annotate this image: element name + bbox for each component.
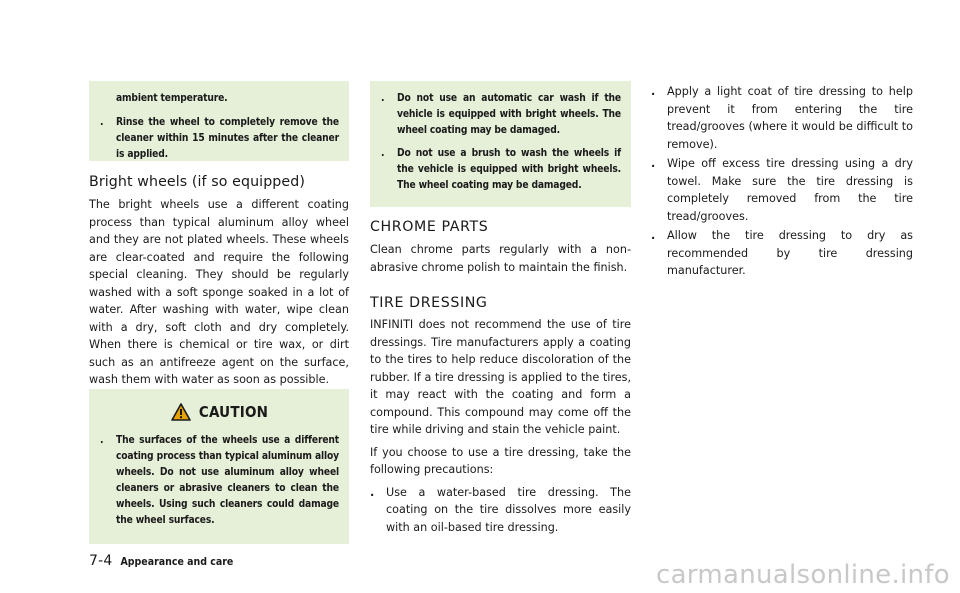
- bullet-dot: .: [100, 117, 104, 128]
- note-box-car-wash: [370, 81, 631, 207]
- bullet-dot: .: [651, 157, 656, 170]
- note-continuation: ambient temperature.: [116, 93, 228, 104]
- bullet-item: [651, 227, 913, 280]
- footer-section-title: Appearance and care: [120, 556, 234, 568]
- section-title-tire-dressing: TIRE DRESSING: [370, 295, 488, 311]
- note-box-wheel-cleaning: [89, 81, 349, 161]
- chrome-paragraph: [370, 241, 631, 276]
- section-title-bright-wheels: Bright wheels (if so equipped): [89, 174, 305, 190]
- tire-dressing-bullets: [651, 83, 913, 280]
- note-item: [100, 115, 339, 163]
- section-title-chrome-parts: CHROME PARTS: [370, 219, 489, 235]
- bullet-dot: .: [381, 148, 385, 159]
- watermark: carmanualsonline.info: [655, 560, 950, 590]
- note-item-text: Do not use an automatic car wash if the vehicle is equipped with bright wheels. The wheel coating may be damaged.: [397, 93, 621, 136]
- paragraph-text: Clean chrome parts regularly with a non-abrasive chrome polish to maintain the finish.: [370, 243, 631, 274]
- bullet-item: [370, 484, 631, 537]
- note-item: [381, 146, 621, 194]
- note-item-text: Rinse the wheel to completely remove the cleaner within 15 minutes after the cleaner is applied.: [116, 117, 339, 160]
- note-item-text: Do not use a brush to wash the wheels if the vehicle is equipped with bright wheels. The wheel coating may be damaged.: [397, 148, 621, 191]
- bullet-dot: .: [100, 435, 104, 446]
- warning-triangle-icon: [171, 403, 191, 421]
- bullet-dot: .: [651, 229, 656, 242]
- bullet-dot: .: [381, 93, 385, 104]
- bullet-item: [651, 155, 913, 225]
- caution-header: [100, 397, 339, 427]
- bullet-dot: .: [651, 85, 656, 98]
- bullet-text: Allow the tire dressing to dry as recommended by tire dressing manufacturer.: [667, 229, 913, 277]
- caution-box: [89, 389, 349, 544]
- note-item: [381, 91, 621, 139]
- tire-dressing-body: [370, 316, 631, 536]
- bullet-dot: .: [370, 485, 375, 499]
- caution-item: [100, 433, 339, 529]
- page-footer: [89, 553, 233, 569]
- caution-label: CAUTION: [198, 403, 269, 421]
- paragraph-text: If you choose to use a tire dressing, take the following precautions:: [370, 445, 631, 476]
- bullet-item: [651, 83, 913, 153]
- paragraph-text: INFINITI does not recommend the use of tire dressings. Tire manufacturers apply a coating to the tires to help reduce discoloration of the rubber. If a tire dressing is applied to the tires, it may react with the coating and form a compound. This compound may come off the tire while driving and stain the vehicle paint.: [370, 318, 631, 436]
- caution-item-text: The surfaces of the wheels use a different coating process than typical aluminum alloy wheels. Do not use aluminum alloy wheel cleaners or abrasive cleaners to clean the wheels. Using such cleaners could damage the wheel surfaces.: [116, 435, 339, 526]
- page-number: 7-4: [89, 553, 113, 569]
- paragraph-text: The bright wheels use a different coating process than typical aluminum alloy wheel and they are not plated wheels. These wheels are clear-coated and require the following special cleaning. They should be regularly washed with a soft sponge soaked in a lot of water. After washing with water, wipe clean with a dry, soft cloth and dry completely. When there is chemical or tire wax, or dirt such as an antifreeze agent on the surface, wash them with water as soon as possible.: [89, 198, 349, 386]
- bright-wheels-paragraph: [89, 196, 349, 389]
- bullet-text: Apply a light coat of tire dressing to help prevent it from entering the tire tread/grooves (where it would be difficult to remove).: [667, 85, 913, 151]
- bullet-text: Wipe off excess tire dressing using a dry towel. Make sure the tire dressing is completely removed from the tire tread/grooves.: [667, 157, 913, 223]
- bullet-text: Use a water-based tire dressing. The coating on the tire dissolves more easily with an oil-based tire dressing.: [386, 485, 631, 534]
